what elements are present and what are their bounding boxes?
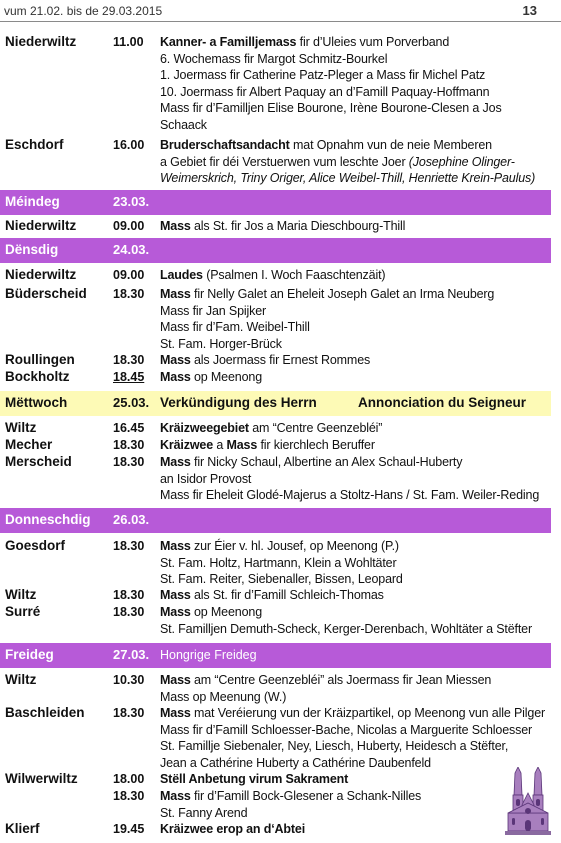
entry-line: St. Fam. Reiter, Siebenaller, Bissen, Leopard (160, 572, 403, 586)
schedule-entry (0, 788, 551, 821)
day-header (0, 190, 551, 215)
entry-line: Mass op Meenung (W.) (160, 689, 287, 704)
schedule-entry (0, 34, 551, 133)
entry-place: Roullingen (5, 352, 75, 367)
entry-time: 11.00 (113, 35, 144, 49)
schedule-entry (0, 604, 551, 637)
entry-line: Mass fir Nelly Galet an Eheleit Joseph Galet an Irma Neuberg (160, 287, 495, 301)
schedule-entry (0, 587, 551, 604)
entry-line: 6. Wochemass fir Margot Schmitz-Bourkel (160, 51, 388, 66)
day-date: 27.03. (113, 647, 150, 662)
entry-line: Kanner- a Familljemass fir d’Uleies vum Porverband (160, 35, 450, 49)
entry-time: 18.30 (113, 287, 145, 301)
entry-time: 18.00 (113, 772, 145, 786)
entry-description (160, 420, 550, 437)
entry-description (160, 352, 550, 369)
entry-line: Mass als St. fir d’Famill Schleich-Thomas (160, 588, 384, 602)
schedule-entry (0, 705, 551, 771)
entry-line: 10. Joermass fir Albert Paquay an d’Famill Paquay-Hoffmann (160, 84, 490, 99)
entry-line: Mass fir Jan Spijker (160, 303, 267, 318)
schedule-entry (0, 821, 551, 838)
entry-description (160, 454, 550, 504)
entry-description (160, 821, 550, 838)
entry-time: 18.30 (113, 539, 145, 553)
entry-place: Surré (5, 604, 41, 619)
entry-time: 18.30 (113, 353, 145, 367)
entry-place: Niederwiltz (5, 34, 77, 49)
feast-title-french: Annonciation du Seigneur (358, 395, 526, 410)
page-number: 13 (522, 3, 537, 18)
day-name: Donneschdig (5, 512, 91, 527)
entry-time: 10.30 (113, 673, 145, 687)
entry-time: 09.00 (113, 268, 145, 282)
entry-place: Merscheid (5, 454, 72, 469)
entry-time: 18.30 (113, 455, 145, 469)
entry-time: 18.45 (113, 370, 145, 384)
entry-line: Mass op Meenong (160, 370, 262, 384)
day-name: Freideg (5, 647, 54, 662)
entry-line: St. Fam. Holtz, Hartmann, Klein a Wohltäter (160, 555, 397, 570)
entry-description (160, 604, 550, 637)
day-header (0, 643, 551, 668)
entry-line: Bruderschaftsandacht mat Opnahm vun de neie Memberen (160, 138, 492, 152)
schedule-entry (0, 538, 551, 588)
entry-place: Wiltz (5, 672, 37, 687)
entry-line: Kräizwee a Mass fir kierchlech Beruffer (160, 438, 375, 452)
entry-line: Kräizwee erop an d‘Abtei (160, 822, 306, 836)
entry-description (160, 587, 550, 604)
schedule-entry (0, 267, 551, 284)
entry-line: Mass fir d’Famill Schloesser-Bache, Nicolas a Marguerite Schloesser (160, 722, 533, 737)
entry-line: Mass fir d’Fam. Weibel-Thill (160, 320, 310, 334)
entry-time: 18.30 (113, 438, 145, 452)
day-name: Méindeg (5, 194, 60, 209)
day-date: 26.03. (113, 512, 150, 527)
schedule-entry (0, 369, 551, 386)
entry-description (160, 672, 550, 705)
entry-time: 18.30 (113, 605, 145, 619)
entry-line: Laudes (Psalmen I. Woch Faaschtenzäit) (160, 268, 386, 282)
schedule-entry (0, 352, 551, 369)
day-header (0, 238, 551, 263)
entry-description (160, 286, 550, 352)
feast-title-german: Verkündigung des Herrn (160, 395, 317, 410)
entry-time: 18.30 (113, 588, 145, 602)
entry-place: Eschdorf (5, 137, 64, 152)
entry-time: 19.45 (113, 822, 145, 836)
entry-line: Mass am “Centre Geenzebléi” als Joermass fir Jean Miessen (160, 673, 492, 687)
day-date: 24.03. (113, 242, 150, 257)
day-note: Hongrige Freideg (160, 648, 257, 662)
schedule-entry (0, 437, 551, 454)
entry-line: Mass zur Éier v. hl. Jousef, op Meenong (P.) (160, 539, 399, 553)
entry-line: Mass fir Eheleit Glodé-Majerus a Stoltz-Hans / St. Fam. Weiler-Reding (160, 488, 540, 502)
day-name: Mëttwoch (5, 395, 68, 410)
day-name: Dënsdig (5, 242, 59, 257)
entry-line: Mass fir Nicky Schaul, Albertine an Alex Schaul-Huberty (160, 455, 463, 469)
entry-time: 16.00 (113, 138, 145, 152)
entry-place: Büderscheid (5, 286, 87, 301)
entry-place: Wilwerwiltz (5, 771, 78, 786)
entry-place: Goesdorf (5, 538, 66, 553)
entry-time: 18.30 (113, 706, 145, 720)
entry-line: Schaack (160, 117, 207, 132)
entry-line: St. Fam. Horger-Brück (160, 336, 282, 351)
entry-line: Mass mat Veréierung vun der Kräizpartikel, op Meenong vun alle Pilger (160, 706, 546, 720)
entry-description (160, 705, 550, 771)
day-header (0, 508, 551, 533)
entry-line: a Gebiet fir déi Verstuerwen vum leschte Joer (Josephine Olinger- (160, 154, 515, 169)
entry-line: Mass fir d’Familljen Elise Bourone, Irène Bourone-Clesen a Jos (160, 101, 502, 115)
entry-line: Mass als St. fir Jos a Maria Dieschbourg-Thill (160, 219, 406, 233)
page-header (0, 0, 561, 22)
entry-description (160, 267, 550, 284)
entry-line: Weimerskrich, Triny Origer, Alice Weibel-Thill, Henriette Krein-Paulus) (160, 171, 536, 185)
entry-place: Niederwiltz (5, 267, 77, 282)
entry-line: Mass op Meenong (160, 605, 262, 619)
entry-description (160, 437, 550, 454)
schedule-entry (0, 454, 551, 504)
entry-description (160, 538, 550, 588)
entry-line: Kräizweegebiet am “Centre Geenzebléi” (160, 421, 383, 435)
schedule-entry (0, 137, 551, 187)
entry-line: St. Familljen Demuth-Scheck, Kerger-Derenbach, Wohltäter a Stëfter (160, 621, 532, 636)
entry-description (160, 34, 550, 133)
entry-place: Wiltz (5, 587, 37, 602)
entry-line: Mass als Joermass fir Ernest Rommes (160, 353, 371, 367)
entry-description (160, 218, 550, 235)
entry-line: St. Famillje Siebenaler, Ney, Liesch, Huberty, Heidesch a Stëfter, (160, 739, 509, 753)
entry-place: Baschleiden (5, 705, 85, 720)
feast-day-header (0, 391, 551, 416)
entry-description (160, 788, 550, 821)
entry-place: Klierf (5, 821, 40, 836)
day-date: 23.03. (113, 194, 150, 209)
entry-line: Stëll Anbetung virum Sakrament (160, 772, 349, 786)
entry-line: 1. Joermass fir Catherine Patz-Pleger a Mass fir Michel Patz (160, 68, 486, 82)
schedule-entry (0, 286, 551, 352)
church-logo-icon (505, 767, 551, 839)
entry-place: Mecher (5, 437, 53, 452)
entry-line: Mass fir d’Famill Bock-Glesener a Schank-Nilles (160, 789, 422, 803)
entry-description (160, 369, 550, 386)
entry-time: 16.45 (113, 421, 145, 435)
header-rule (0, 21, 561, 22)
entry-place: Niederwiltz (5, 218, 77, 233)
schedule-entry (0, 218, 551, 235)
entry-line: an Isidor Provost (160, 471, 252, 486)
entry-description (160, 137, 550, 187)
schedule-entry (0, 420, 551, 437)
date-range: vum 21.02. bis de 29.03.2015 (4, 4, 163, 18)
day-date: 25.03. (113, 395, 150, 410)
schedule-entry (0, 771, 551, 788)
schedule-entry (0, 672, 551, 705)
entry-place: Bockholtz (5, 369, 70, 384)
entry-description (160, 771, 550, 788)
entry-line: St. Fanny Arend (160, 805, 248, 820)
entry-time: 09.00 (113, 219, 145, 233)
entry-line: Jean a Cathérine Huberty a Cathérine Daubenfeld (160, 755, 431, 770)
entry-time: 18.30 (113, 789, 145, 803)
entry-place: Wiltz (5, 420, 37, 435)
